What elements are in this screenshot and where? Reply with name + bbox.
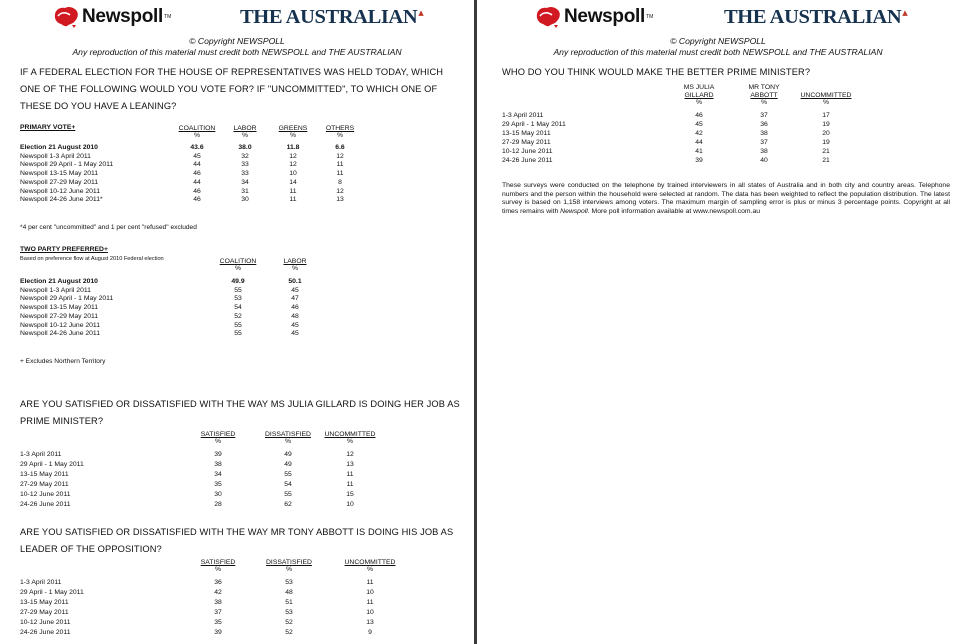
- cell-value: 33: [241, 161, 249, 169]
- row-label: Newspoll 27-29 May 2011: [20, 312, 99, 320]
- row-label: 29 April - 1 May 2011: [20, 461, 84, 468]
- cell-value: 45: [291, 286, 299, 294]
- row-label: 1-3 April 2011: [20, 579, 62, 586]
- cell-value: 48: [291, 312, 299, 320]
- cell-value: 19: [822, 120, 830, 128]
- table-row: [20, 619, 460, 629]
- newspoll-tm: TM: [164, 14, 172, 20]
- table-title: TWO PARTY PREFERRED+: [20, 246, 108, 253]
- cell-value: 53: [234, 295, 242, 303]
- table-row: [20, 153, 460, 162]
- copyright-line-1: © Copyright NEWSPOLL: [670, 36, 766, 46]
- table-row: [20, 196, 460, 205]
- row-label: Newspoll 24-26 June 2011*: [20, 196, 103, 204]
- table-row: [20, 287, 460, 296]
- column-header: UNCOMMITTED: [324, 431, 376, 438]
- cell-value: 52: [234, 312, 242, 320]
- row-label: Newspoll 27-29 May 2011: [20, 178, 99, 186]
- cell-value: 11: [289, 187, 297, 195]
- row-label: Newspoll 10-12 June 2011: [20, 187, 100, 195]
- row-label: 10-12 June 2011: [502, 147, 553, 155]
- cell-value: 21: [822, 147, 830, 155]
- cell-value: 34: [214, 471, 222, 478]
- cell-value: 40: [760, 156, 768, 164]
- cell-value: 39: [695, 156, 703, 164]
- cell-value: 13: [346, 461, 354, 468]
- table-row: [20, 471, 460, 481]
- copyright-notice: [0, 36, 474, 58]
- row-label: 1-3 April 2011: [20, 451, 62, 458]
- column-header: ABBOTT: [750, 92, 778, 99]
- row-label: 27-29 May 2011: [20, 481, 69, 488]
- table-row: [20, 501, 460, 511]
- newspoll-tm: TM: [646, 14, 654, 20]
- column-header: COALITION: [178, 125, 216, 132]
- newspoll-map-icon: [52, 5, 80, 29]
- cell-value: 10: [346, 501, 354, 508]
- percent-sign: %: [214, 566, 222, 573]
- cell-value: 55: [234, 321, 242, 329]
- copyright-notice: [478, 36, 958, 58]
- cell-value: 55: [234, 330, 242, 338]
- cell-value: 31: [241, 187, 249, 195]
- table-row: [20, 322, 460, 331]
- cell-value: 11.8: [286, 144, 300, 151]
- table-row: [502, 157, 942, 166]
- cell-value: 12: [346, 451, 354, 458]
- row-label: 10-12 June 2011: [20, 619, 71, 626]
- the-australian-masthead: [240, 6, 423, 29]
- row-label: Newspoll 10-12 June 2011: [20, 321, 100, 329]
- cell-value: 52: [285, 619, 293, 626]
- cell-value: 46: [695, 112, 703, 119]
- cell-value: 39: [214, 451, 222, 458]
- australian-wordmark: THE AUSTRALIAN: [724, 6, 902, 28]
- column-header: COALITION: [219, 258, 257, 265]
- column-header: UNCOMMITTED: [344, 559, 396, 566]
- column-header: OTHERS: [325, 125, 355, 132]
- gillard-satisfaction-table: [20, 431, 460, 513]
- column-header: GILLARD: [684, 92, 714, 99]
- cell-value: 34: [241, 178, 249, 186]
- question-abbott-satisfaction: ARE YOU SATISFIED OR DISSATISFIED WITH THE WAY MR TONY ABBOTT IS DOING HIS JOB AS LEADER OF THE OPPOSITION?: [20, 527, 454, 554]
- cell-value: 13: [366, 619, 374, 626]
- the-australian-masthead: [724, 6, 907, 29]
- row-label: Newspoll 1-3 April 2011: [20, 152, 91, 160]
- table-row: [502, 121, 942, 130]
- table-row: [20, 461, 460, 471]
- cell-value: 30: [241, 196, 249, 204]
- copyright-line-2: Any reproduction of this material must credit both NEWSPOLL and THE AUSTRALIAN: [72, 47, 402, 57]
- cell-value: 21: [822, 156, 830, 164]
- newspoll-logo: [52, 5, 171, 29]
- column-header: SATISFIED: [200, 559, 236, 566]
- cell-value: 47: [291, 295, 299, 303]
- cell-value: 12: [289, 152, 297, 160]
- cell-value: 52: [285, 629, 293, 636]
- methodology-text: These surveys were conducted on the telephone by trained interviewers in all states of Australia and in both city and country areas. Telephone numbers and the person within the household were selected at random. The data has been weighted to reflect the population distribution. The latest survey is based on 1,158 interviews among voters. The maximum margin of sampling error is plus or minus 3 percentage points. Copyright at all times remains with: [502, 182, 950, 215]
- cell-value: 45: [291, 330, 299, 338]
- cell-value: 55: [284, 491, 292, 498]
- row-label: Newspoll 13-15 May 2011: [20, 170, 99, 178]
- primary-footnote: *4 per cent "uncommitted" and 1 per cent "refused" excluded: [20, 224, 197, 231]
- cell-value: 46: [193, 187, 201, 195]
- row-label: 29 April - 1 May 2011: [502, 120, 566, 128]
- cell-value: 55: [234, 286, 242, 294]
- row-label: 27-29 May 2011: [502, 138, 551, 146]
- newspoll-map-icon: [534, 5, 562, 29]
- cell-value: 41: [695, 147, 703, 155]
- cell-value: 51: [285, 599, 293, 606]
- cell-value: 49: [284, 451, 292, 458]
- cell-value: 44: [193, 161, 201, 169]
- cell-value: 38: [214, 599, 222, 606]
- two-party-preferred-table: [20, 246, 460, 350]
- cell-value: 36: [760, 120, 768, 128]
- cell-value: 53: [285, 609, 293, 616]
- primary-vote-table: [20, 124, 460, 216]
- table-row: [20, 313, 460, 322]
- cell-value: 11: [346, 471, 354, 478]
- column-header: LABOR: [283, 258, 307, 265]
- row-label: Newspoll 13-15 May 2011: [20, 304, 99, 312]
- cell-value: 20: [822, 129, 830, 137]
- cell-value: 8: [338, 178, 342, 186]
- percent-sign: %: [336, 132, 344, 139]
- cell-value: 49: [284, 461, 292, 468]
- cell-value: 12: [289, 161, 297, 169]
- page-divider: [474, 0, 477, 644]
- question-better-pm: WHO DO YOU THINK WOULD MAKE THE BETTER PRIME MINISTER?: [502, 67, 811, 77]
- percent-sign: %: [234, 265, 242, 272]
- table-row: [20, 161, 460, 170]
- row-label: Election 21 August 2010: [20, 278, 98, 285]
- cell-value: 38: [214, 461, 222, 468]
- methodology-text-end: . More poll information available at www.newspoll.com.au: [587, 207, 761, 215]
- cell-value: 42: [214, 589, 222, 596]
- cell-value: 50.1: [288, 278, 302, 285]
- column-header: MS JULIA: [683, 84, 715, 91]
- cell-value: 12: [336, 152, 344, 160]
- better-pm-table: [502, 82, 942, 174]
- cell-value: 14: [289, 178, 297, 186]
- cell-value: 38.0: [238, 144, 252, 151]
- cell-value: 37: [214, 609, 222, 616]
- cell-value: 53: [285, 579, 293, 586]
- left-page: [0, 0, 474, 644]
- row-label: Election 21 August 2010: [20, 144, 98, 151]
- table-row: [20, 629, 460, 639]
- percent-sign: %: [695, 99, 703, 106]
- table-row: [20, 144, 460, 153]
- column-header: DISSATISFIED: [266, 559, 312, 566]
- table-row: [502, 139, 942, 148]
- row-label: Newspoll 24-26 June 2011: [20, 330, 100, 338]
- cell-value: 37: [760, 138, 768, 146]
- cell-value: 13: [336, 196, 344, 204]
- table-row: [20, 599, 460, 609]
- question-gillard-satisfaction: ARE YOU SATISFIED OR DISSATISFIED WITH THE WAY MS JULIA GILLARD IS DOING HER JOB AS PRIME MINISTER?: [20, 399, 460, 426]
- table-row: [20, 451, 460, 461]
- cell-value: 48: [285, 589, 293, 596]
- cell-value: 35: [214, 619, 222, 626]
- cell-value: 11: [346, 481, 354, 488]
- cell-value: 39: [214, 629, 222, 636]
- table-row: [20, 330, 460, 339]
- cell-value: 19: [822, 138, 830, 146]
- table-row: [20, 278, 460, 287]
- methodology-note: [502, 182, 950, 216]
- cell-value: 33: [241, 170, 249, 178]
- newspoll-wordmark: Newspoll: [564, 6, 646, 27]
- percent-sign: %: [822, 99, 830, 106]
- table-row: [20, 609, 460, 619]
- cell-value: 11: [289, 196, 297, 204]
- table-title: PRIMARY VOTE+: [20, 124, 76, 131]
- table-row: [20, 481, 460, 491]
- cell-value: 46: [193, 170, 201, 178]
- percent-sign: %: [289, 132, 297, 139]
- cell-value: 11: [336, 170, 344, 178]
- kangaroo-icon: ▴: [418, 7, 424, 19]
- cell-value: 9: [368, 629, 372, 636]
- cell-value: 35: [214, 481, 222, 488]
- row-label: Newspoll 29 April - 1 May 2011: [20, 161, 114, 169]
- percent-sign: %: [241, 132, 249, 139]
- abbott-satisfaction-table: [20, 559, 460, 641]
- row-label: 27-29 May 2011: [20, 609, 69, 616]
- tpp-footnote: + Excludes Northern Territory: [20, 358, 106, 365]
- row-label: 10-12 June 2011: [20, 491, 71, 498]
- cell-value: 17: [822, 112, 830, 119]
- cell-value: 45: [193, 152, 201, 160]
- percent-sign: %: [291, 265, 299, 272]
- cell-value: 11: [366, 599, 374, 606]
- row-label: 24-26 June 2011: [20, 629, 71, 636]
- table-row: [502, 130, 942, 139]
- cell-value: 54: [284, 481, 292, 488]
- percent-sign: %: [193, 132, 201, 139]
- methodology-newspoll: Newspoll: [560, 207, 588, 215]
- column-header: LABOR: [233, 125, 257, 132]
- cell-value: 38: [760, 147, 768, 155]
- row-label: 13-15 May 2011: [502, 129, 551, 137]
- cell-value: 62: [284, 501, 292, 508]
- copyright-line-1: © Copyright NEWSPOLL: [189, 36, 285, 46]
- cell-value: 44: [193, 178, 201, 186]
- column-header: UNCOMMITTED: [800, 92, 852, 99]
- cell-value: 6.6: [335, 144, 345, 151]
- cell-value: 32: [241, 152, 249, 160]
- left-header: [0, 2, 474, 32]
- cell-value: 28: [214, 501, 222, 508]
- copyright-line-2: Any reproduction of this material must credit both NEWSPOLL and THE AUSTRALIAN: [553, 47, 883, 57]
- cell-value: 30: [214, 491, 222, 498]
- cell-value: 11: [336, 161, 344, 169]
- cell-value: 44: [695, 138, 703, 146]
- percent-sign: %: [760, 99, 768, 106]
- cell-value: 42: [695, 129, 703, 137]
- cell-value: 10: [366, 609, 374, 616]
- column-header: DISSATISFIED: [265, 431, 311, 438]
- newspoll-wordmark: Newspoll: [82, 6, 164, 27]
- row-label: 1-3 April 2011: [502, 112, 544, 119]
- cell-value: 43.6: [190, 144, 204, 151]
- percent-sign: %: [285, 566, 293, 573]
- row-label: Newspoll 1-3 April 2011: [20, 286, 91, 294]
- cell-value: 45: [291, 321, 299, 329]
- column-header: SATISFIED: [200, 431, 236, 438]
- table-row: [20, 491, 460, 501]
- row-label: Newspoll 29 April - 1 May 2011: [20, 295, 114, 303]
- row-label: 29 April - 1 May 2011: [20, 589, 84, 596]
- cell-value: 49.9: [231, 278, 245, 285]
- table-row: [20, 179, 460, 188]
- row-label: 24-26 June 2011: [502, 156, 553, 164]
- table-row: [502, 112, 942, 121]
- table-row: [20, 579, 460, 589]
- percent-sign: %: [214, 438, 222, 445]
- cell-value: 46: [291, 304, 299, 312]
- cell-value: 15: [346, 491, 354, 498]
- column-header: MR TONY: [748, 84, 780, 91]
- percent-sign: %: [346, 438, 354, 445]
- cell-value: 55: [284, 471, 292, 478]
- cell-value: 45: [695, 120, 703, 128]
- row-label: 13-15 May 2011: [20, 471, 69, 478]
- row-label: 24-26 June 2011: [20, 501, 71, 508]
- kangaroo-icon: ▴: [902, 7, 908, 19]
- cell-value: 11: [366, 579, 374, 586]
- percent-sign: %: [366, 566, 374, 573]
- cell-value: 10: [289, 170, 297, 178]
- australian-wordmark: THE AUSTRALIAN: [240, 6, 418, 28]
- column-header: GREENS: [278, 125, 308, 132]
- cell-value: 36: [214, 579, 222, 586]
- right-page: [478, 0, 958, 644]
- table-subtitle: Based on preference flow at August 2010 Federal election: [20, 256, 164, 262]
- table-row: [20, 170, 460, 179]
- cell-value: 38: [760, 129, 768, 137]
- table-row: [20, 304, 460, 313]
- table-row: [20, 188, 460, 197]
- newspoll-logo: [534, 5, 653, 29]
- row-label: 13-15 May 2011: [20, 599, 69, 606]
- table-row: [502, 148, 942, 157]
- cell-value: 12: [336, 187, 344, 195]
- cell-value: 37: [760, 112, 768, 119]
- question-voting-intention: IF A FEDERAL ELECTION FOR THE HOUSE OF REPRESENTATIVES WAS HELD TODAY, WHICH ONE OF THE FOLLOWING WOULD YOU VOTE FOR? IF "UNCOMMITTED", TO WHICH ONE OF THESE DO YOU HAVE A LEANING?: [20, 67, 444, 111]
- table-row: [20, 295, 460, 304]
- percent-sign: %: [284, 438, 292, 445]
- cell-value: 54: [234, 304, 242, 312]
- table-row: [20, 589, 460, 599]
- cell-value: 10: [366, 589, 374, 596]
- cell-value: 46: [193, 196, 201, 204]
- right-header: [478, 2, 958, 32]
